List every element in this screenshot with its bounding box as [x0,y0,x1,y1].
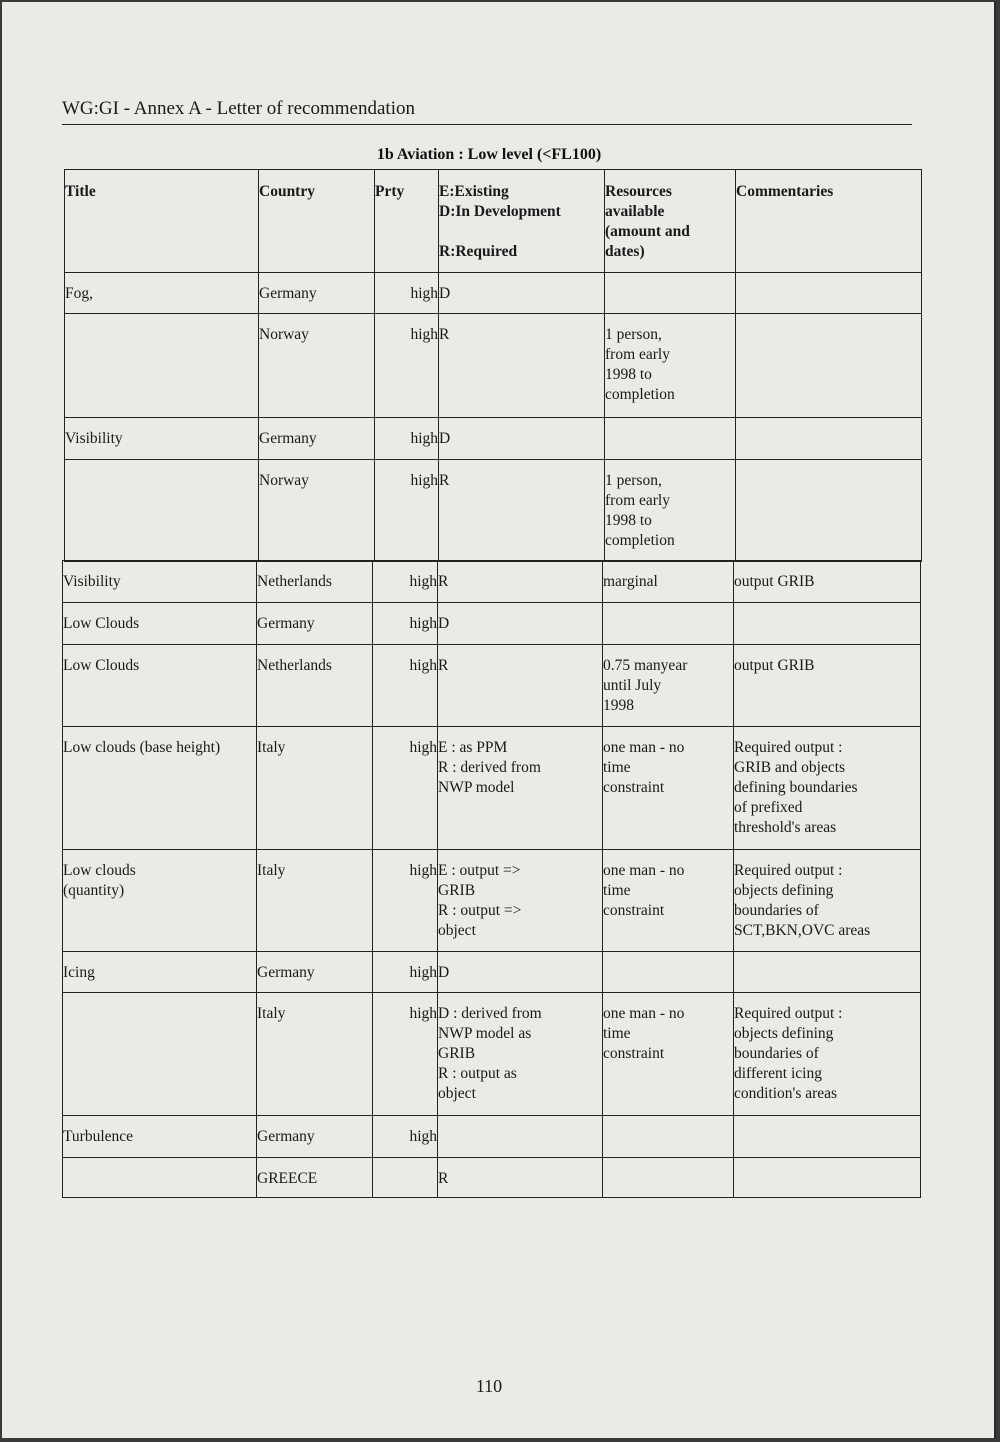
cell-title [63,1158,256,1169]
cell-prty: high [410,285,438,302]
cell-status: R [439,472,450,489]
cell-resources [605,418,735,429]
cell-country: Norway [259,326,309,343]
table-header-row [65,170,922,273]
col-header-commentaries: Commentaries [736,183,834,200]
cell-title: Icing [63,964,95,981]
cell-title: Fog, [65,285,93,302]
cell-country: Germany [257,1128,315,1145]
cell-title: Low clouds (quantity) [63,862,136,899]
cell-status: D [439,285,451,302]
aviation-table-part-1 [64,169,922,562]
cell-resources: 1 person, from early 1998 to completion [605,472,675,549]
cell-commentaries: Required output : objects defining boundaries of different icing condition's areas [734,1005,843,1102]
cell-prty: high [409,657,437,674]
cell-commentaries: Required output : GRIB and objects defining boundaries of prefixed threshold's areas [734,739,858,836]
cell-country: GREECE [257,1170,318,1187]
cell-resources: 1 person, from early 1998 to completion [605,326,675,403]
cell-prty: high [410,472,438,489]
cell-country: Germany [259,430,317,447]
cell-prty: high [409,573,437,590]
cell-commentaries [736,418,921,429]
table-row [65,418,922,460]
cell-resources: 0.75 manyear until July 1998 [603,657,688,714]
cell-resources [605,273,735,284]
cell-resources: marginal [603,573,658,590]
cell-country: Italy [257,739,286,756]
cell-title: Visibility [65,430,123,447]
cell-resources [603,952,733,963]
page-number: 110 [475,1376,503,1396]
table-row [63,561,921,603]
cell-country: Italy [257,1005,286,1022]
cell-status: D [438,964,450,981]
cell-country: Germany [259,285,317,302]
cell-title [65,314,258,325]
cell-country: Germany [257,964,315,981]
col-header-country: Country [259,183,315,200]
cell-status: R [439,326,450,343]
running-header: WG:GI - Annex A - Letter of recommendation [62,98,912,125]
cell-prty [373,1158,437,1169]
table-row [63,727,921,850]
cell-country: Netherlands [257,573,332,590]
cell-commentaries [734,1158,920,1169]
cell-status: R [438,1170,449,1187]
cell-title: Low clouds (base height) [63,739,221,756]
cell-title [63,993,256,1004]
cell-prty: high [409,964,437,981]
table-row [63,952,921,993]
cell-commentaries: output GRIB [734,573,815,590]
cell-title: Low Clouds [63,657,140,674]
cell-status: R [438,573,449,590]
cell-commentaries [734,1116,920,1127]
table-row [65,314,922,418]
cell-prty: high [410,326,438,343]
cell-status: E : as PPM R : derived from NWP model [438,739,541,796]
cell-country: Italy [257,862,286,879]
col-header-title: Title [65,183,96,200]
cell-commentaries: Required output : objects defining boundaries of SCT,BKN,OVC areas [734,862,871,939]
cell-title [65,460,258,471]
table-row [63,645,921,727]
cell-title: Low Clouds [63,615,140,632]
cell-prty: high [409,1128,437,1145]
cell-prty: high [409,1005,437,1022]
cell-commentaries [736,314,921,325]
table-row [63,993,921,1116]
table-row [63,603,921,645]
table-row [63,1158,921,1198]
aviation-table-part-2 [62,560,921,1198]
cell-title: Turbulence [63,1128,134,1145]
cell-status [438,1116,602,1127]
col-header-status: E:Existing D:In Development R:Required [439,183,561,260]
cell-status: D [438,615,450,632]
cell-resources [603,603,733,614]
cell-resources: one man - no time constraint [603,739,685,796]
cell-resources [603,1158,733,1169]
cell-prty: high [409,615,437,632]
table-caption: 1b Aviation : Low level (<FL100) [376,146,602,163]
cell-commentaries [736,273,921,284]
cell-prty: high [409,739,437,756]
col-header-prty: Prty [375,183,405,200]
cell-prty: high [409,862,437,879]
cell-status: E : output => GRIB R : output => object [438,862,522,939]
cell-resources: one man - no time constraint [603,862,685,919]
cell-status: R [438,657,449,674]
table-row [63,1116,921,1158]
table-row [65,273,922,314]
col-header-resources: Resources available (amount and dates) [605,183,690,260]
document-page [2,2,996,1438]
cell-commentaries [734,952,920,963]
cell-commentaries [734,603,920,614]
cell-resources: one man - no time constraint [603,1005,685,1062]
cell-resources [603,1116,733,1127]
cell-commentaries: output GRIB [734,657,815,674]
cell-country: Norway [259,472,309,489]
table-row [63,850,921,952]
cell-prty: high [410,430,438,447]
cell-status: D [439,430,451,447]
cell-commentaries [736,460,921,471]
table-row [65,460,922,562]
cell-title: Visibility [63,573,121,590]
cell-country: Germany [257,615,315,632]
cell-status: D : derived from NWP model as GRIB R : output as object [438,1005,542,1102]
cell-country: Netherlands [257,657,332,674]
